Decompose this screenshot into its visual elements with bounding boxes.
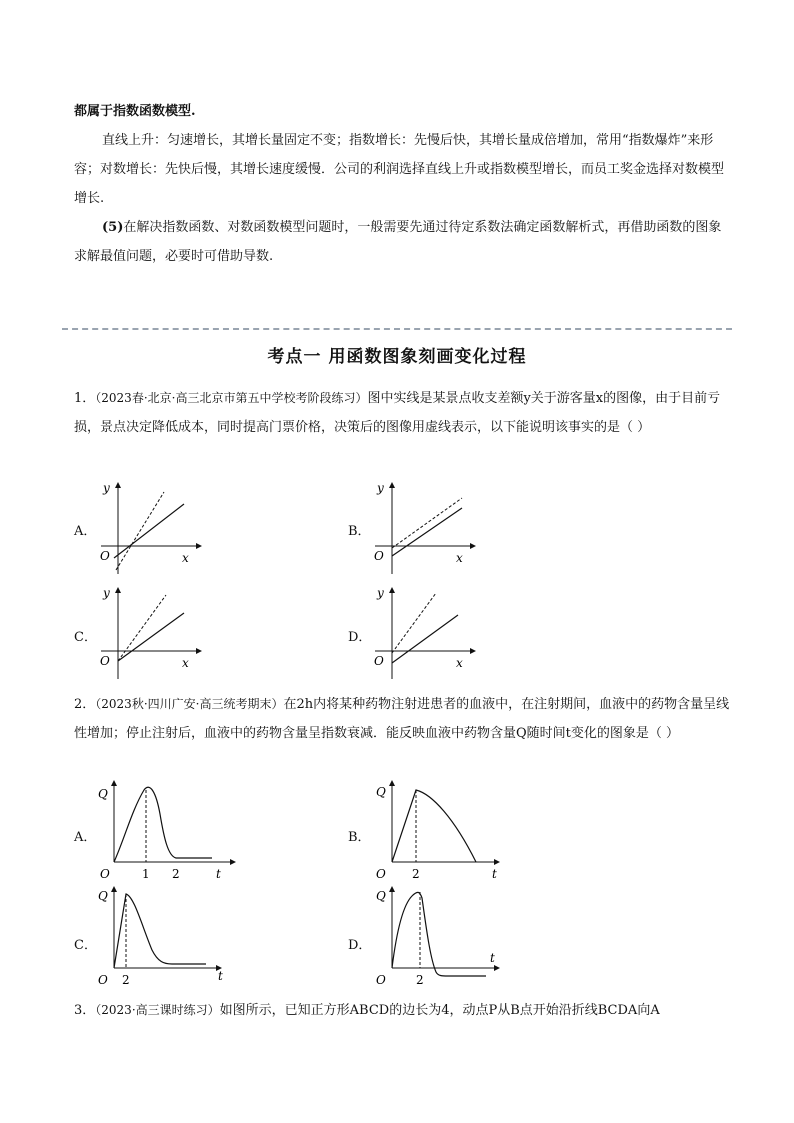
- x-axis-label: t: [216, 867, 221, 881]
- item-text: 在解决指数函数、对数函数模型问题时，一般需要先通过待定系数法确定函数解析式，再借助函数的图象求解最值问题，必要时可借助导数.: [74, 220, 722, 264]
- section-divider: [62, 328, 732, 330]
- y-axis-label: y: [377, 586, 384, 600]
- item-number: (5): [102, 220, 124, 235]
- tick-label: 1: [142, 867, 150, 881]
- question-text: 在2h内将某种药物注射进患者的血液中，在注射期间，血液中的药物含量呈线性增加；停止注射后，血液中的药物含量呈指数衰减．能反映血液中药物含量Q随时间t变化的图象是（ ）: [74, 697, 730, 741]
- x-axis-label: x: [182, 656, 189, 670]
- q1-option-a-label[interactable]: A．: [74, 524, 97, 539]
- tick-label: 2: [412, 867, 420, 881]
- q1-option-b-graph[interactable]: [370, 478, 480, 578]
- question-text: 图中实线是某景点收支差额y关于游客量x的图像，由于目前亏损，景点决定降低成本，同时提高门票价格，决策后的图像用虚线表示，以下能说明该事实的是（ ）: [74, 391, 721, 435]
- question-source: （2023秋·四川广安·高三统考期末）: [95, 697, 284, 711]
- x-axis-label: t: [218, 969, 223, 983]
- y-axis-label: Q: [376, 785, 386, 799]
- q2-option-c-label[interactable]: C．: [74, 938, 97, 953]
- origin-label: O: [100, 549, 110, 563]
- q2-option-b-label[interactable]: B．: [348, 830, 371, 845]
- y-axis-label: Q: [98, 889, 108, 903]
- tick-label: 2: [416, 973, 424, 987]
- tick-label: 2: [122, 973, 130, 987]
- section-title: 考点一 用函数图象刻画变化过程: [267, 347, 527, 367]
- q1-option-d-graph[interactable]: [370, 583, 480, 683]
- y-axis-label: Q: [376, 889, 386, 903]
- origin-label: O: [374, 549, 384, 563]
- question-number: 3．: [74, 1003, 96, 1018]
- origin-label: O: [98, 973, 108, 987]
- q2-option-d-graph[interactable]: [370, 886, 520, 986]
- y-axis-label: y: [377, 481, 384, 495]
- q1-option-c-graph[interactable]: [96, 583, 206, 683]
- q2-option-a-label[interactable]: A．: [74, 830, 97, 845]
- question-2: [74, 690, 734, 748]
- question-3: [74, 996, 734, 1025]
- q2-option-c-graph[interactable]: [92, 886, 242, 986]
- x-axis-label: x: [182, 551, 189, 565]
- question-text: 如图所示，已知正方形ABCD的边长为4，动点P从B点开始沿折线BCDA向A: [219, 1003, 660, 1018]
- tick-label: 2: [172, 867, 180, 881]
- x-axis-label: t: [492, 867, 497, 881]
- y-axis-label: Q: [98, 787, 108, 801]
- origin-label: O: [100, 867, 110, 881]
- q2-option-b-graph[interactable]: [370, 780, 520, 880]
- intro-line: 都属于指数函数模型.: [74, 104, 196, 119]
- origin-label: O: [100, 654, 110, 668]
- q1-option-d-label[interactable]: D．: [348, 630, 372, 645]
- y-axis-label: y: [103, 586, 110, 600]
- origin-label: O: [374, 654, 384, 668]
- question-source: （2023·高三课时练习）: [95, 1003, 220, 1017]
- q2-option-d-label[interactable]: D．: [348, 938, 372, 953]
- intro-paragraph-5: [74, 213, 734, 271]
- intro-paragraph: 直线上升：匀速增长，其增长量固定不变；指数增长：先慢后快，其增长量成倍增加，常用“指数爆炸”来形容；对数增长：先快后慢，其增长速度缓慢．公司的利润选择直线上升或指数模型增长，而员工奖金选择对数模型增长.: [74, 133, 725, 206]
- origin-label: O: [376, 867, 386, 881]
- origin-label: O: [376, 973, 386, 987]
- q1-option-c-label[interactable]: C．: [74, 630, 97, 645]
- question-source: （2023春·北京·高三北京市第五中学校考阶段练习）: [95, 391, 368, 405]
- question-1: [74, 384, 734, 442]
- x-axis-label: x: [456, 656, 463, 670]
- y-axis-label: y: [103, 481, 110, 495]
- x-axis-label: t: [490, 951, 495, 965]
- x-axis-label: x: [456, 551, 463, 565]
- question-number: 1．: [74, 391, 96, 406]
- question-number: 2．: [74, 697, 96, 712]
- q1-option-b-label[interactable]: B．: [348, 524, 371, 539]
- q2-option-a-graph[interactable]: [92, 780, 242, 880]
- q1-option-a-graph[interactable]: [96, 478, 206, 578]
